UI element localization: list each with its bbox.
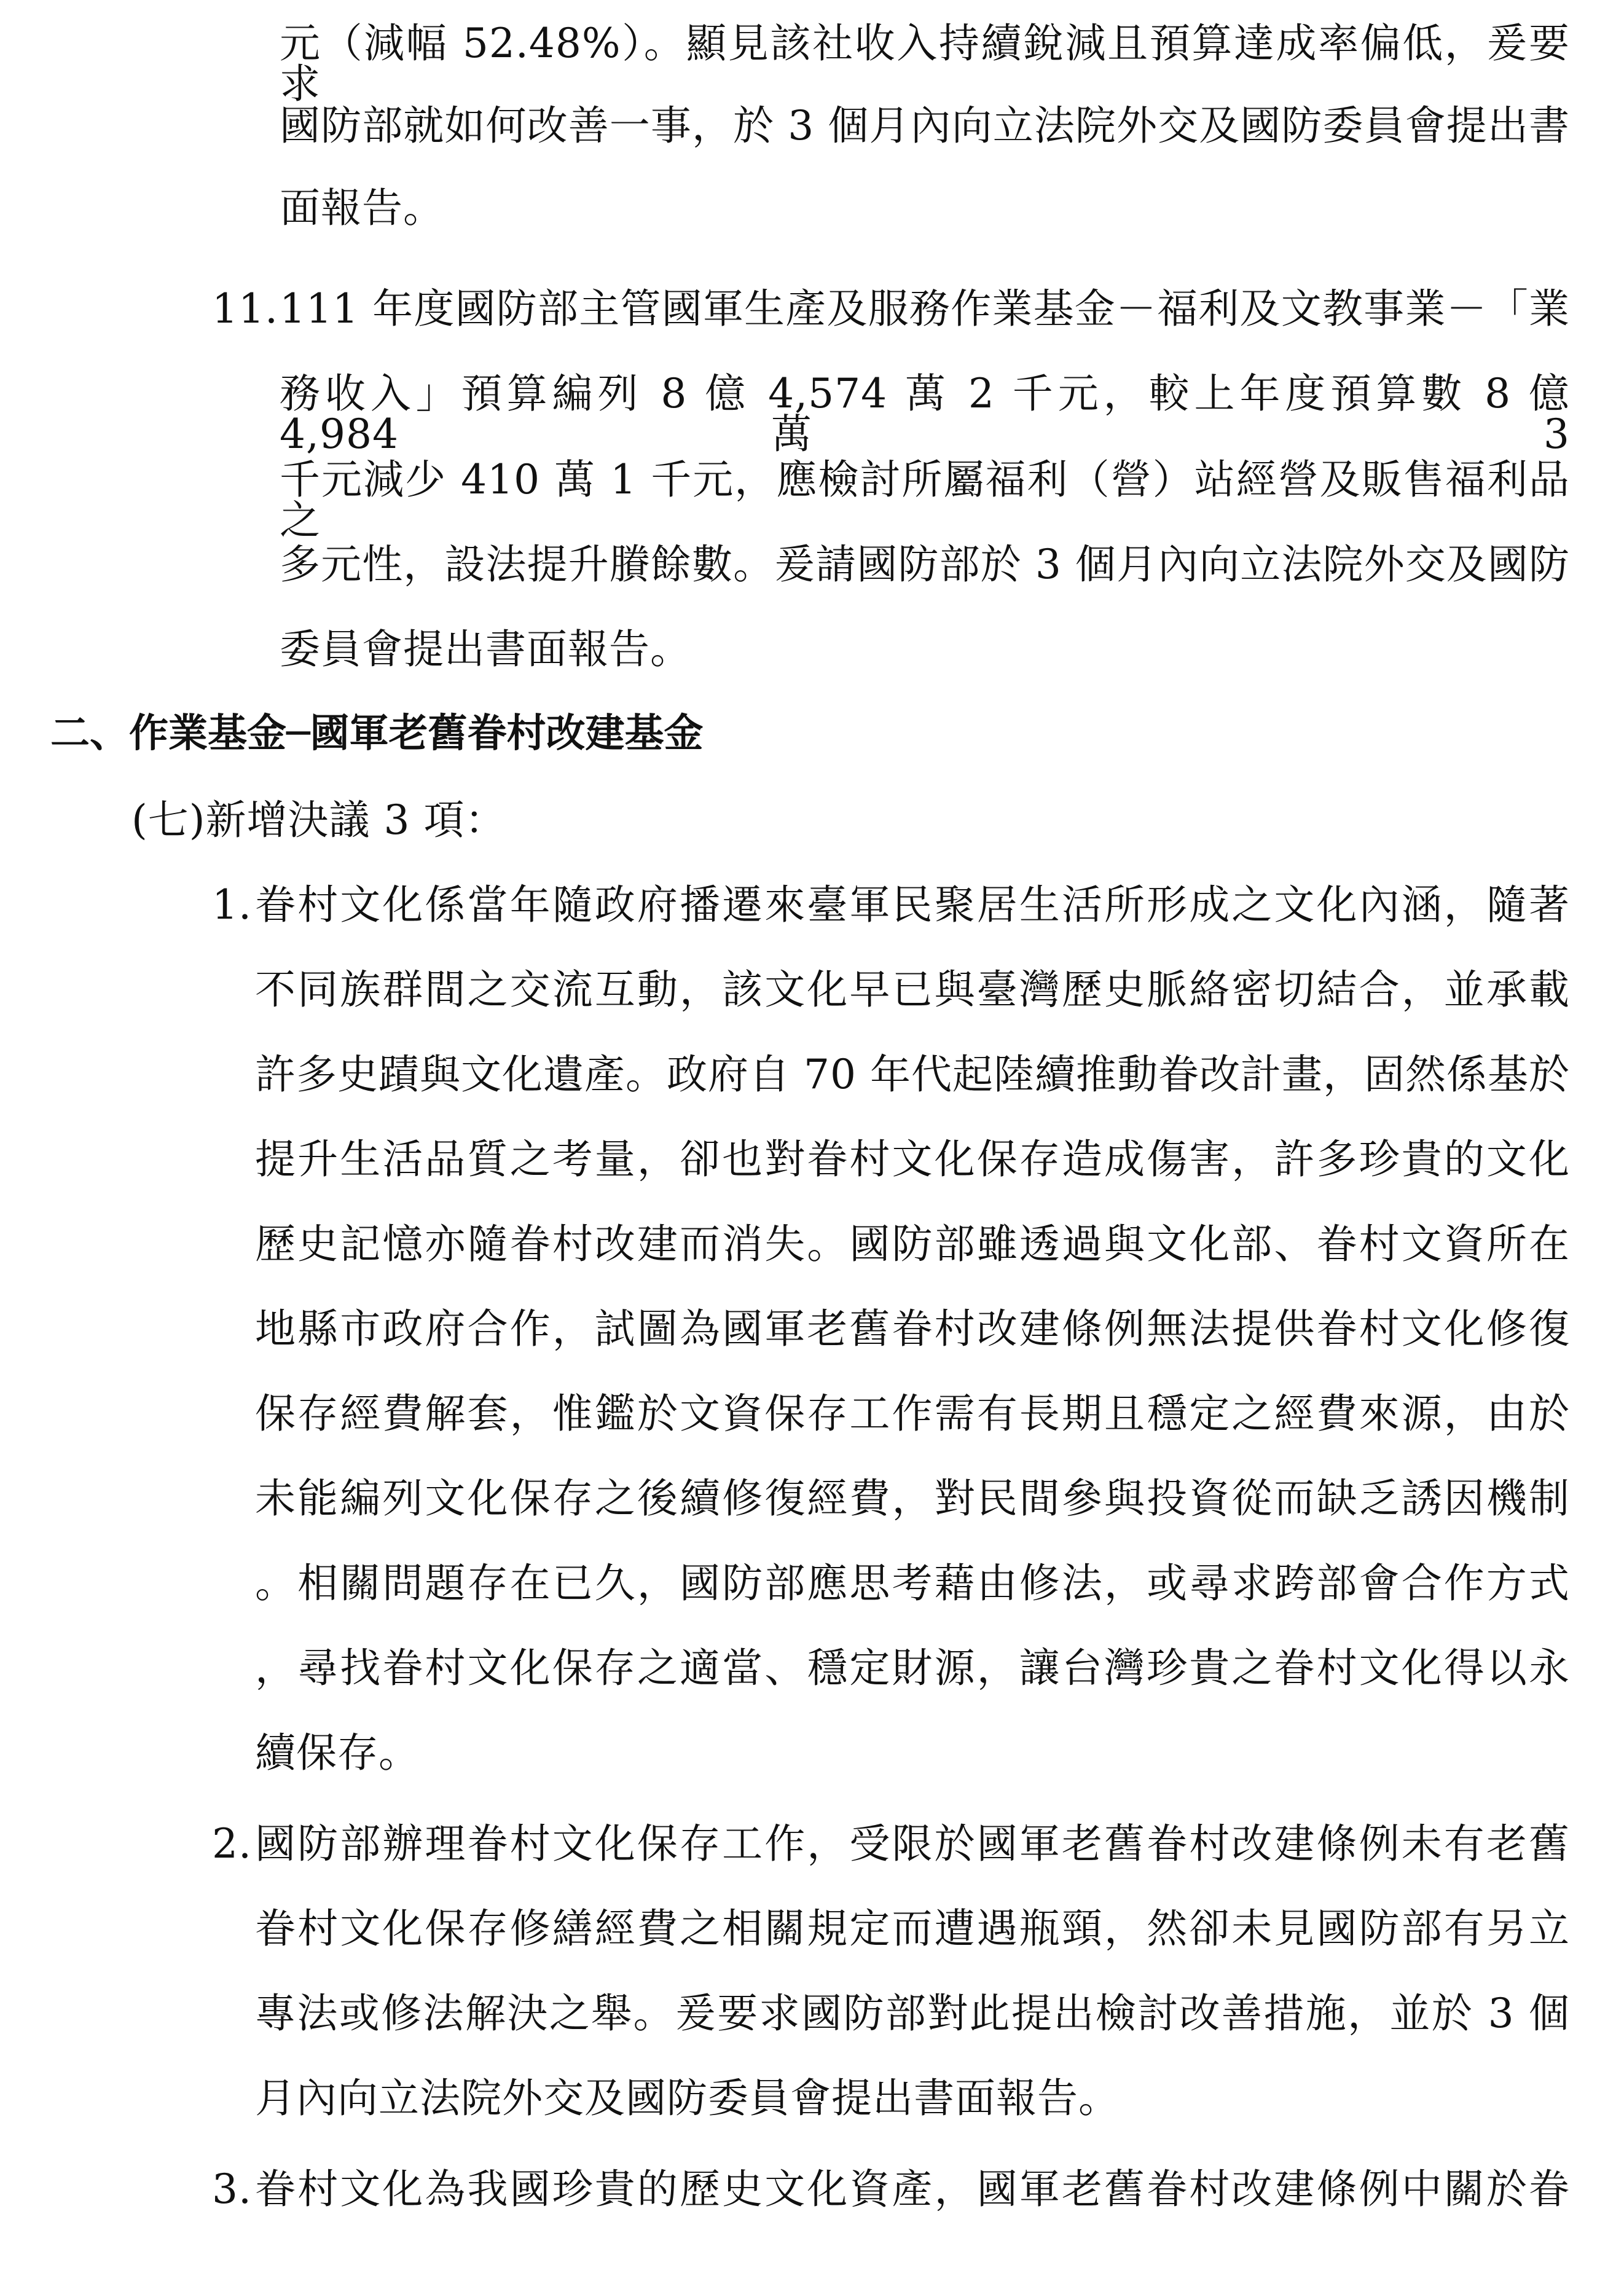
- item-3-number: 3.: [212, 2165, 252, 2213]
- item-2-line-1: 國防部辦理眷村文化保存工作，受限於國軍老舊眷村改建條例未有老舊: [255, 1820, 1570, 1867]
- item-1-line-7: 保存經費解套，惟鑑於文資保存工作需有長期且穩定之經費來源，由於: [255, 1390, 1570, 1437]
- item-1-line-8: 未能編列文化保存之後續修復經費，對民間參與投資從而缺乏誘因機制: [255, 1475, 1570, 1522]
- paragraph-11-line-5: 委員會提出書面報告。: [280, 626, 691, 673]
- section-subheading: (七)新增決議 3 項：: [131, 796, 506, 844]
- item-1-line-10: ，尋找眷村文化保存之適當、穩定財源，讓台灣珍貴之眷村文化得以永: [255, 1644, 1570, 1692]
- paragraph-10-line-3: 面報告。: [280, 184, 444, 232]
- item-1-number: 1.: [212, 881, 252, 928]
- item-1-line-4: 提升生活品質之考量，卻也對眷村文化保存造成傷害，許多珍貴的文化: [255, 1136, 1570, 1183]
- item-1-line-1: 眷村文化係當年隨政府播遷來臺軍民聚居生活所形成之文化內涵，隨著: [255, 881, 1570, 928]
- item-1-line-6: 地縣市政府合作，試圖為國軍老舊眷村改建條例無法提供眷村文化修復: [255, 1305, 1570, 1352]
- paragraph-11-line-1: 111 年度國防部主管國軍生產及服務作業基金－福利及文教事業－「業: [280, 285, 1570, 332]
- item-1-line-2: 不同族群間之交流互動，該文化早已與臺灣歷史脈絡密切結合，並承載: [255, 966, 1570, 1013]
- item-3-line-1: 眷村文化為我國珍貴的歷史文化資產，國軍老舊眷村改建條例中關於眷: [255, 2165, 1570, 2213]
- item-1-line-5: 歷史記憶亦隨眷村改建而消失。國防部雖透過與文化部、眷村文資所在: [255, 1220, 1570, 1268]
- item-2-line-4: 月內向立法院外交及國防委員會提出書面報告。: [255, 2075, 1120, 2122]
- item-1-line-9: 。相關問題存在已久，國防部應思考藉由修法，或尋求跨部會合作方式: [255, 1560, 1570, 1607]
- paragraph-11-number: 11.: [212, 285, 278, 332]
- item-1-line-11: 續保存。: [255, 1729, 420, 1776]
- paragraph-10-line-1: 元（減幅 52.48%）。顯見該社收入持續銳減且預算達成率偏低，爰要求: [280, 20, 1570, 108]
- paragraph-11-line-2: 務收入」預算編列 8 億 4,574 萬 2 千元，較上年度預算數 8 億 4,984 萬 3: [280, 370, 1570, 458]
- item-2-line-3: 專法或修法解決之舉。爰要求國防部對此提出檢討改善措施，並於 3 個: [255, 1990, 1570, 2037]
- section-heading: 二、作業基金─國軍老舊眷村改建基金: [50, 711, 704, 756]
- paragraph-11-line-4: 多元性，設法提升賸餘數。爰請國防部於 3 個月內向立法院外交及國防: [280, 541, 1570, 588]
- item-2-number: 2.: [212, 1820, 252, 1867]
- paragraph-10-line-2: 國防部就如何改善一事，於 3 個月內向立法院外交及國防委員會提出書: [280, 102, 1570, 149]
- item-2-line-2: 眷村文化保存修繕經費之相關規定而遭遇瓶頸，然卻未見國防部有另立: [255, 1905, 1570, 1952]
- item-1-line-3: 許多史蹟與文化遺產。政府自 70 年代起陸續推動眷改計畫，固然係基於: [255, 1051, 1570, 1098]
- paragraph-11-line-3: 千元減少 410 萬 1 千元，應檢討所屬福利（營）站經營及販售福利品之: [280, 456, 1570, 544]
